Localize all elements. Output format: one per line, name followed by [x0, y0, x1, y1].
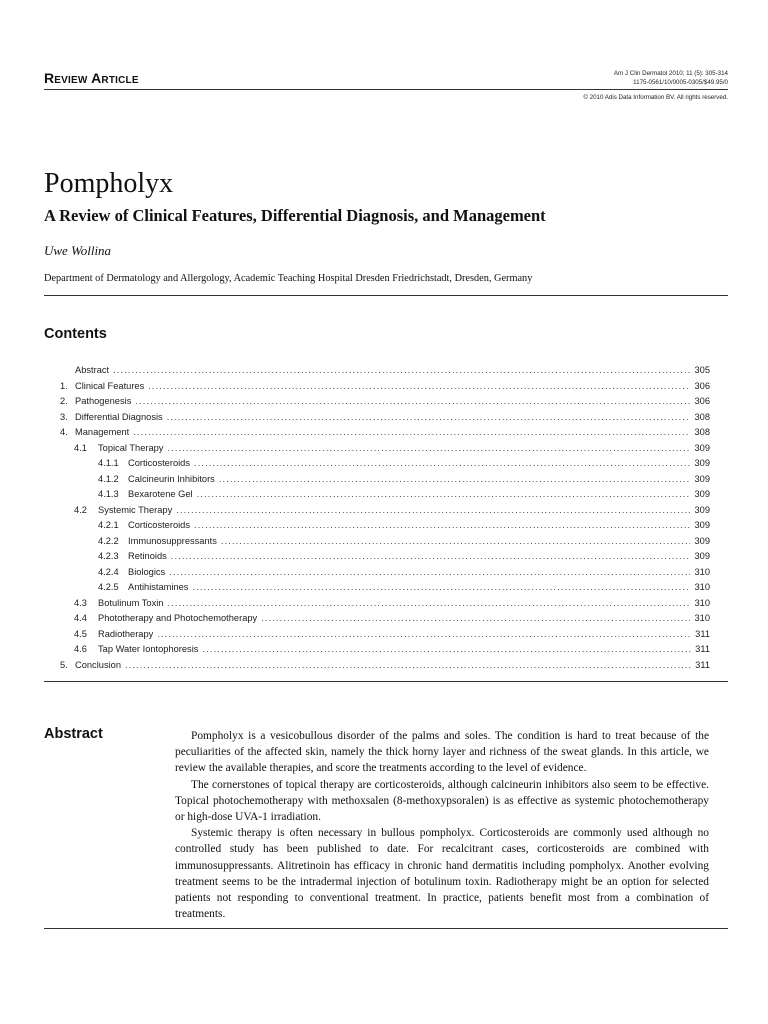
toc-entry-page: 305: [694, 365, 710, 375]
toc-entry[interactable]: [60, 365, 710, 381]
toc-leader-dots: [194, 458, 690, 468]
copyright-notice: © 2010 Adis Data Information BV. All rights reserved.: [583, 94, 728, 101]
toc-entry[interactable]: [60, 474, 710, 490]
toc-entry-page: 309: [694, 489, 710, 499]
toc-entry-label: Differential Diagnosis: [75, 411, 163, 422]
abstract-paragraph: Pompholyx is a vesicobullous disorder of the palms and soles. The condition is hard to treat because of the peculiarities of the affected skin, namely the thick horny layer and richness of the sweat glands. In this article, we review the available therapies, and score the treatments according to the level of evidence.: [175, 730, 709, 775]
toc-entry-label: Biologics: [128, 566, 166, 577]
toc-leader-dots: [219, 474, 691, 484]
article-title: Pompholyx: [44, 168, 174, 199]
toc-entry[interactable]: [60, 489, 710, 505]
toc-entry[interactable]: [60, 551, 710, 567]
toc-leader-dots: [221, 536, 691, 546]
toc-leader-dots: [169, 567, 690, 577]
toc-entry-number: 4.1: [74, 442, 87, 453]
toc-entry-page: 306: [694, 380, 710, 391]
toc-entry-page: 311: [695, 644, 710, 654]
toc-leader-dots: [125, 660, 691, 670]
toc-entry-label: Immunosuppressants: [128, 535, 217, 546]
toc-entry-number: 4.4: [74, 613, 87, 623]
toc-entry-label: Corticosteroids: [128, 458, 191, 468]
toc-entry-page: 310: [694, 613, 710, 623]
toc-entry-page: 309: [694, 504, 710, 515]
toc-entry-label: Calcineurin Inhibitors: [128, 473, 215, 484]
toc-entry[interactable]: [60, 644, 710, 660]
toc-entry-label: Phototherapy and Photochemotherapy: [98, 613, 258, 623]
toc-entry-number: 4.1.2: [98, 473, 119, 484]
toc-entry-page: 309: [694, 442, 710, 453]
author-affiliation: Department of Dermatology and Allergology, Academic Teaching Hospital Dresden Friedrichstadt, Dresden, Germany: [44, 273, 533, 284]
toc-entry-label: Corticosteroids: [128, 520, 191, 530]
toc-leader-dots: [157, 629, 691, 639]
toc-entry[interactable]: [60, 381, 710, 397]
toc-leader-dots: [133, 427, 690, 437]
toc-entry[interactable]: [60, 505, 710, 521]
toc-entry-page: 309: [694, 551, 710, 561]
toc-entry[interactable]: [60, 520, 710, 536]
toc-entry-label: Antihistamines: [128, 582, 189, 592]
toc-entry-page: 310: [694, 597, 710, 608]
toc-entry-page: 309: [694, 535, 710, 546]
toc-entry[interactable]: [60, 598, 710, 614]
toc-leader-dots: [113, 365, 690, 375]
toc-entry-number: 4.2.4: [98, 566, 119, 577]
toc-entry-label: Clinical Features: [75, 380, 145, 391]
toc-entry-number: 4.5: [74, 628, 87, 639]
toc-entry-number: 4.3: [74, 597, 87, 608]
toc-entry[interactable]: [60, 613, 710, 629]
toc-entry-page: 311: [695, 628, 710, 639]
journal-citation: [614, 70, 728, 87]
article-type-label: Review Article: [44, 70, 139, 86]
toc-leader-dots: [135, 396, 690, 406]
toc-entry-number: 2.: [60, 396, 68, 406]
toc-leader-dots: [192, 582, 690, 592]
toc-entry[interactable]: [60, 427, 710, 443]
toc-leader-dots: [171, 551, 691, 561]
toc-leader-dots: [167, 443, 690, 453]
toc-entry[interactable]: [60, 396, 710, 412]
toc-entry-number: 4.2.5: [98, 582, 119, 592]
toc-entry-number: 4.2.1: [98, 520, 119, 530]
toc-entry-page: 308: [694, 411, 710, 422]
toc-entry[interactable]: [60, 443, 710, 459]
toc-entry[interactable]: [60, 629, 710, 645]
toc-entry-label: Tap Water Iontophoresis: [98, 644, 199, 654]
toc-leader-dots: [261, 613, 690, 623]
abstract-heading: Abstract: [44, 726, 103, 742]
toc-entry-number: 4.6: [74, 644, 87, 654]
toc-leader-dots: [176, 505, 690, 515]
contents-heading: Contents: [44, 326, 107, 342]
toc-entry-label: Radiotherapy: [98, 628, 154, 639]
toc-entry-number: 4.: [60, 427, 68, 437]
table-of-contents: [60, 365, 710, 675]
toc-entry[interactable]: [60, 660, 710, 676]
toc-entry-number: 3.: [60, 411, 68, 422]
toc-entry[interactable]: [60, 458, 710, 474]
header-divider: [44, 89, 728, 90]
toc-entry[interactable]: [60, 536, 710, 552]
toc-leader-dots: [194, 520, 690, 530]
toc-entry-label: Conclusion: [75, 659, 121, 670]
article-subtitle: A Review of Clinical Features, Differential Diagnosis, and Management: [44, 206, 546, 225]
section-divider: [44, 681, 728, 682]
toc-leader-dots: [197, 489, 691, 499]
toc-leader-dots: [167, 412, 691, 422]
toc-entry-label: Abstract: [75, 365, 110, 375]
toc-entry-label: Bexarotene Gel: [128, 489, 193, 499]
toc-entry[interactable]: [60, 582, 710, 598]
toc-entry-page: 306: [694, 396, 710, 406]
toc-entry-page: 309: [694, 520, 710, 530]
toc-entry-page: 309: [694, 473, 710, 484]
toc-entry-label: Systemic Therapy: [98, 504, 173, 515]
toc-entry-number: 1.: [60, 380, 68, 391]
toc-leader-dots: [167, 598, 690, 608]
toc-entry-page: 309: [694, 458, 710, 468]
toc-entry-number: 4.2.3: [98, 551, 119, 561]
toc-entry-number: 4.1.1: [98, 458, 119, 468]
journal-issn-line: 1175-0561/10/0005-0305/$49.95/0: [633, 78, 728, 86]
abstract-paragraph: Systemic therapy is often necessary in bullous pompholyx. Corticosteroids are commonly used although no controlled study has been published to date. For recalcitrant cases, corticosteroids are combined with immunosuppressants. Alitretinoin has efficacy in chronic hand dermatitis including pompholyx. Another evolving treatment seems to be the intradermal injection of botulinum toxin. Radiotherapy might be an option for selected patients not responding to conventional treatment. In practice, patients benefit most from a combination of treatments.: [175, 827, 709, 921]
toc-entry-number: 4.1.3: [98, 489, 119, 499]
author-name: Uwe Wollina: [44, 243, 112, 258]
toc-entry-label: Pathogenesis: [75, 396, 132, 406]
toc-entry-page: 310: [694, 582, 710, 592]
toc-entry-label: Management: [75, 427, 130, 437]
journal-citation-line: Am J Clin Dermatol 2010; 11 (5): 305-314: [613, 70, 728, 77]
toc-entry[interactable]: [60, 567, 710, 583]
abstract-paragraph: The cornerstones of topical therapy are corticosteroids, although calcineurin inhibitors also seem to be effective. Topical photochemotherapy with methoxsalen (8-methoxypsoralen) is as effective as systemic photochemotherapy or high-dose UVA-1 irradiation.: [175, 778, 709, 824]
toc-leader-dots: [148, 381, 690, 391]
toc-entry-number: 5.: [60, 659, 68, 670]
toc-entry-page: 311: [695, 659, 710, 670]
section-divider: [44, 295, 728, 296]
toc-entry-page: 310: [694, 566, 710, 577]
toc-entry-label: Topical Therapy: [98, 442, 164, 453]
toc-entry-label: Botulinum Toxin: [98, 597, 164, 608]
toc-entry-label: Retinoids: [128, 551, 167, 561]
toc-entry-number: 4.2: [74, 504, 87, 515]
toc-entry-number: 4.2.2: [98, 535, 119, 546]
section-divider: [44, 928, 728, 929]
toc-leader-dots: [202, 644, 691, 654]
toc-entry[interactable]: [60, 412, 710, 428]
abstract-body: [175, 728, 709, 922]
toc-entry-page: 308: [694, 427, 710, 437]
